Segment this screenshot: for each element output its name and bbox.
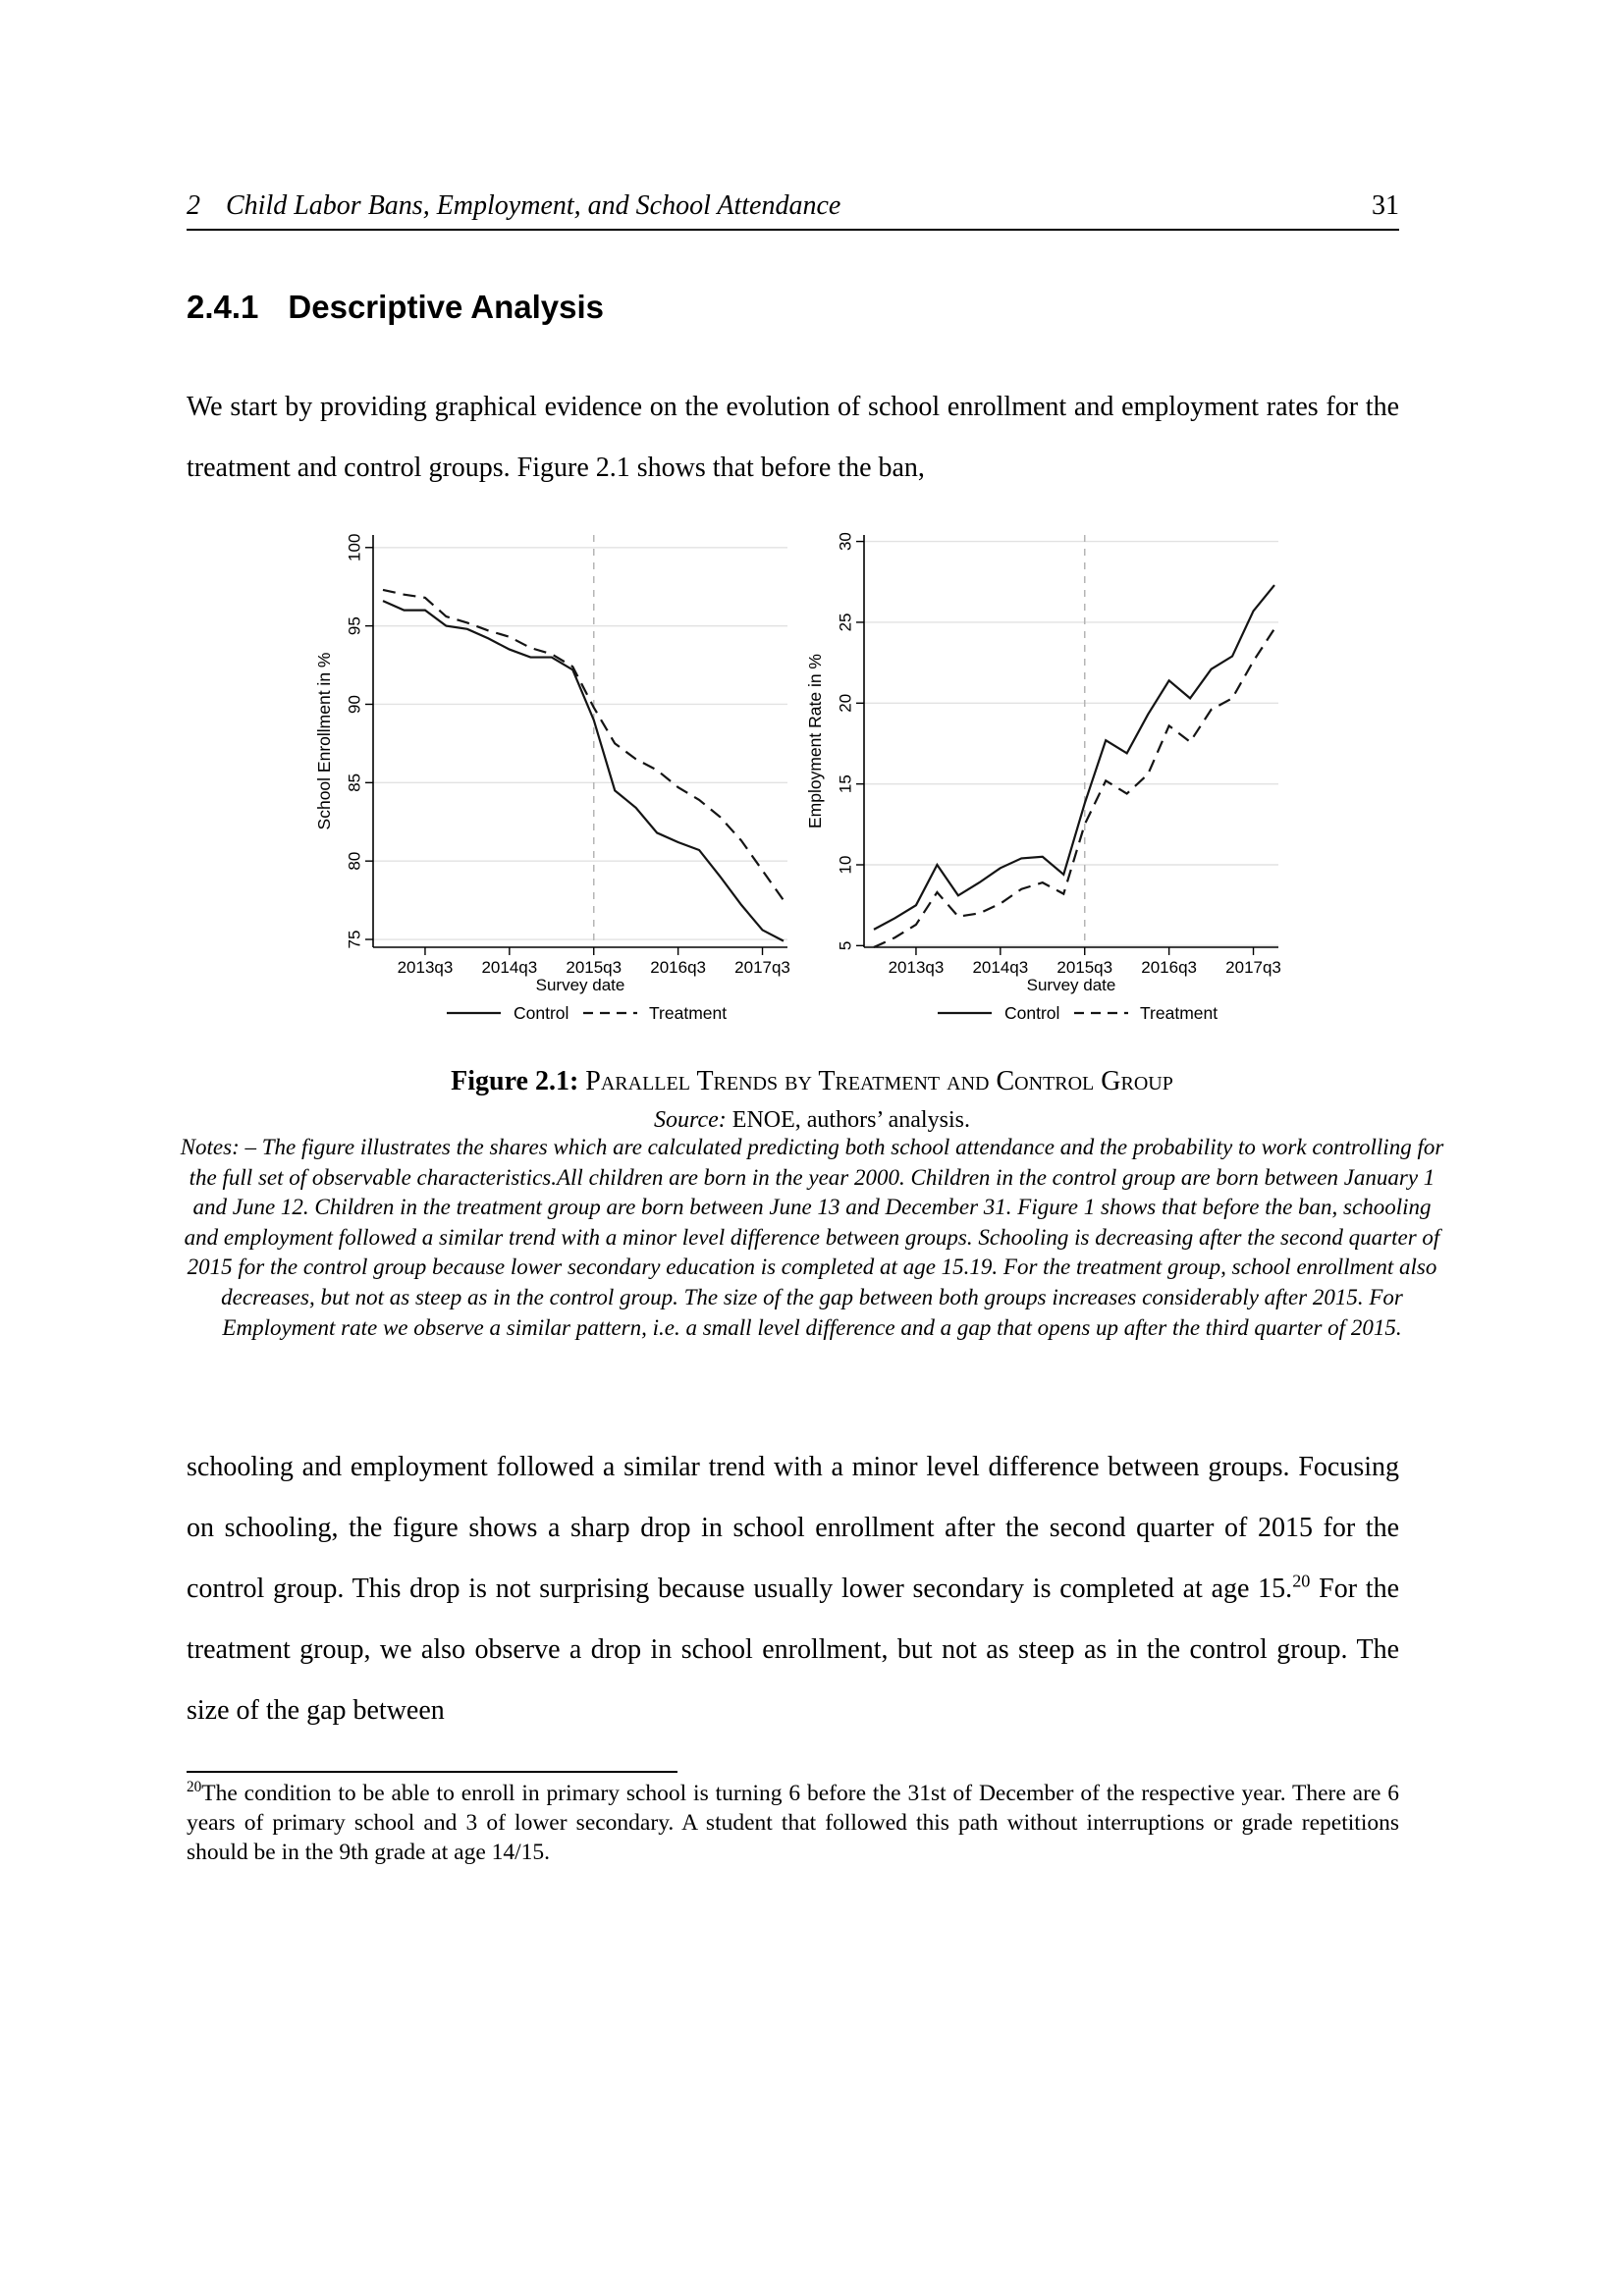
svg-text:25: 25 xyxy=(835,613,854,632)
svg-text:2014q3: 2014q3 xyxy=(971,958,1028,977)
svg-text:2014q3: 2014q3 xyxy=(480,958,537,977)
footnote-text: The condition to be able to enroll in primary school is turning 6 before the 31st of December of the respective year. There are 6 years of primary school and 3 of lower secondary. A student that followed this path without interruptions or grade repetitions should be in the 9th grade at age 14/15. xyxy=(187,1781,1399,1865)
intro-paragraph: We start by providing graphical evidence on the evolution of school enrollment and employment rates for the treatment and control groups. Figure 2.1 shows that before the ban, xyxy=(187,392,1399,483)
body-text-after-footnote: For the treatment group, we also observe a drop in school enrollment, but not as steep as in the control group. The size of the gap between xyxy=(187,1574,1399,1726)
header-chapter-title: Child Labor Bans, Employment, and School Attendance xyxy=(226,190,841,221)
figure-source xyxy=(179,1107,1445,1134)
svg-text:2015q3: 2015q3 xyxy=(1056,958,1112,977)
svg-text:Control: Control xyxy=(1003,1003,1059,1023)
svg-text:Control: Control xyxy=(513,1003,568,1023)
svg-text:2016q3: 2016q3 xyxy=(1140,958,1197,977)
running-header xyxy=(187,190,1399,222)
svg-text:90: 90 xyxy=(344,695,363,714)
svg-text:Treatment: Treatment xyxy=(1139,1003,1218,1023)
footnote-marker: 20 xyxy=(187,1779,202,1796)
svg-text:2013q3: 2013q3 xyxy=(397,958,453,977)
school-enrollment-chart xyxy=(302,525,793,1031)
svg-text:20: 20 xyxy=(835,693,854,713)
svg-text:100: 100 xyxy=(344,533,363,561)
header-rule xyxy=(187,229,1399,231)
svg-text:Survey date: Survey date xyxy=(535,976,624,994)
svg-text:2016q3: 2016q3 xyxy=(649,958,706,977)
figure-source-label: Source: xyxy=(654,1107,727,1133)
svg-text:Treatment: Treatment xyxy=(648,1003,727,1023)
svg-text:10: 10 xyxy=(835,855,854,875)
svg-text:School Enrollment in %: School Enrollment in % xyxy=(313,652,334,830)
svg-text:2017q3: 2017q3 xyxy=(1224,958,1281,977)
footnote-reference: 20 xyxy=(1292,1571,1311,1591)
section-title: Descriptive Analysis xyxy=(288,289,605,325)
svg-text:85: 85 xyxy=(344,773,363,792)
footnote xyxy=(187,1779,1399,1867)
body-paragraph xyxy=(187,1437,1399,1741)
svg-text:80: 80 xyxy=(344,851,363,871)
figure-2-1-charts xyxy=(187,525,1399,1031)
svg-text:Survey date: Survey date xyxy=(1026,976,1115,994)
svg-text:15: 15 xyxy=(835,774,854,794)
figure-source-text: ENOE, authors’ analysis. xyxy=(731,1107,970,1133)
footnote-rule xyxy=(187,1771,677,1773)
section-heading xyxy=(187,289,1399,326)
svg-text:30: 30 xyxy=(835,532,854,552)
svg-text:2017q3: 2017q3 xyxy=(733,958,790,977)
svg-text:2015q3: 2015q3 xyxy=(565,958,622,977)
employment-rate-chart xyxy=(793,525,1284,1031)
svg-text:2013q3: 2013q3 xyxy=(888,958,944,977)
body-text-before-footnote: schooling and employment followed a similar trend with a minor level difference between groups. Focusing on schooling, the figure shows a sharp drop in school enrollment after the second quarter of 2015 for the control group. This drop is not surprising because usually lower secondary is completed at age 15. xyxy=(187,1452,1399,1604)
header-chapter-number: 2 xyxy=(187,190,200,221)
svg-text:5: 5 xyxy=(835,940,854,951)
section-number: 2.4.1 xyxy=(187,289,259,325)
svg-text:75: 75 xyxy=(344,930,363,949)
page-number: 31 xyxy=(1372,190,1399,221)
svg-text:95: 95 xyxy=(344,616,363,636)
figure-notes: Notes: – The figure illustrates the shares which are calculated predicting both school attendance and the probability to work controlling for the full set of observable characteristics.All children are born in the year 2000. Children in the control group are born between January 1 and June 12. Children in the treatment group are born between June 13 and December 31. Figure 1 shows that before the ban, schooling and employment followed a similar trend with a minor level difference between groups. Schooling is decreasing after the second quarter of 2015 for the control group because lower secondary education is completed at age 15.19. For the treatment group, school enrollment also decreases, but not as steep as in the control group. The size of the gap between both groups increases considerably after 2015. For Employment rate we observe a similar pattern, i.e. a small level difference and a gap that opens up after the third quarter of 2015. xyxy=(180,1135,1444,1340)
figure-caption xyxy=(179,1066,1445,1097)
figure-caption-title: Parallel Trends by Treatment and Control Group xyxy=(585,1066,1173,1096)
figure-caption-label: Figure 2.1: xyxy=(451,1066,579,1096)
svg-text:Employment Rate in %: Employment Rate in % xyxy=(804,654,825,828)
